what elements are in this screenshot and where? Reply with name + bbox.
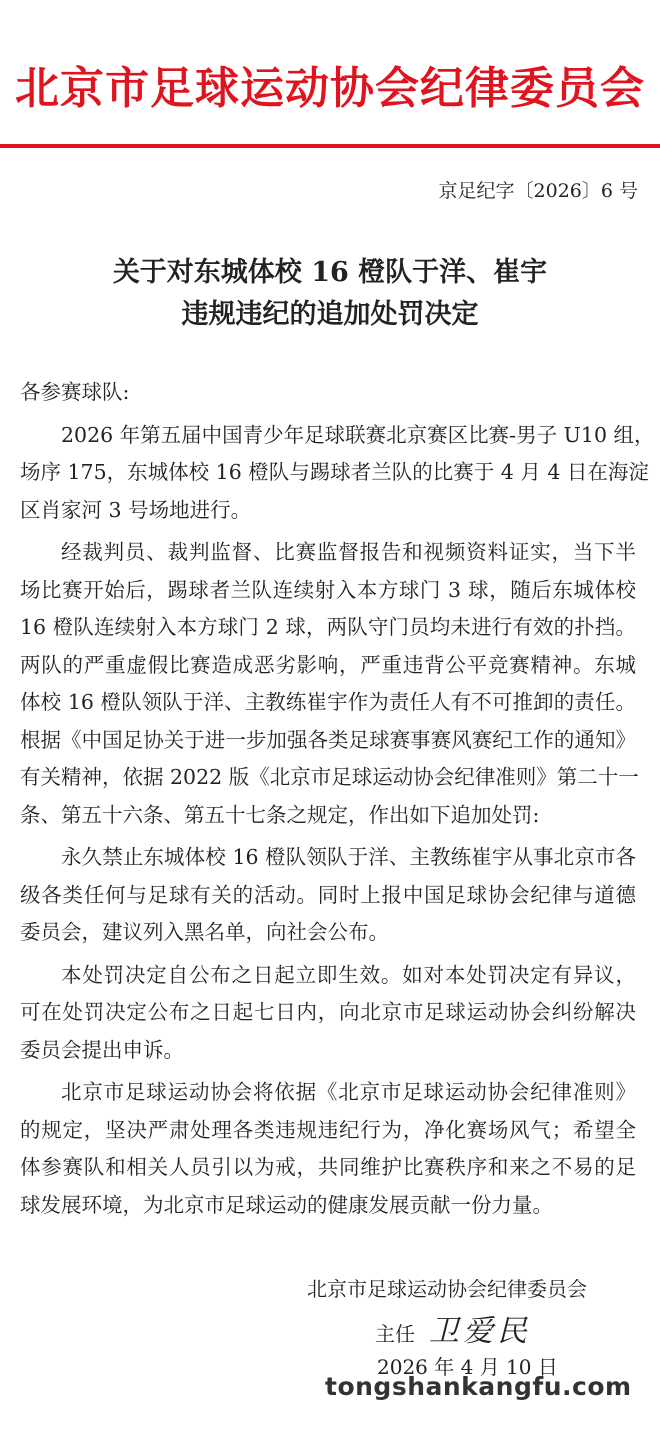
paragraph-line: 永久禁止东城体校 16 橙队领队于洋、主教练崔宇从事北京市各 [61,845,636,869]
paragraph [20,839,636,952]
document-body [20,374,655,1229]
organization-header: 北京市足球运动协会纪律委员会 [15,63,645,114]
paragraph-line: 两队的严重虚假比赛造成恶劣影响，严重违背公平竞赛精神。东城 [20,652,636,677]
paragraph-line: 球发展环境，为北京市足球运动的健康发展贡献一份力量。 [20,1192,553,1217]
footer-date: 2026 年 4 月 10 日 [377,1355,558,1379]
paragraph-line: 体校 16 橙队领队于洋、主教练崔宇作为责任人有不可推卸的责任。 [20,690,636,714]
paragraph [20,1074,636,1224]
paragraph-line: 委员会，建议列入黑名单，向社会公布。 [20,920,389,944]
paragraph-line: 条、第五十六条、第五十七条之规定，作出如下追加处罚: [20,802,540,827]
document-title [0,252,660,336]
paragraph [20,417,655,530]
paragraph-line: 本处罚决定自公布之日起立即生效。如对本处罚决定有异议， [61,962,636,987]
paragraph-line: 的规定，坚决严肃处理各类违规违纪行为，净化赛场风气；希望全 [20,1117,636,1142]
paragraph-line: 级各类任何与足球有关的活动。同时上报中国足球协会纪律与道德 [20,882,636,907]
paragraph-line: 场序 175，东城体校 16 橙队与踢球者兰队的比赛于 4 月 4 日在海淀 [20,460,649,484]
header-divider [0,144,660,148]
paragraph-line: 根据《中国足协关于进一步加强各类足球赛事赛风赛纪工作的通知》 [20,727,636,752]
paragraph-line: 可在处罚决定公布之日起七日内，向北京市足球运动协会纠纷解决 [20,1000,636,1024]
paragraph [20,534,639,834]
paragraph-line: 区肖家河 3 号场地进行。 [20,497,252,522]
footer-organization: 北京市足球运动协会纪律委员会 [307,1277,587,1301]
signer-role: 主任 [375,1322,415,1346]
title-line-1: 关于对东城体校 16 橙队于洋、崔宇 [112,257,548,288]
title-line-2: 违规违纪的追加处罚决定 [181,299,479,330]
footer-signer [0,1306,660,1350]
paragraph-line: 场比赛开始后，踢球者兰队连续射入本方球门 3 球，随后东城体校 [20,577,636,602]
paragraph-line: 16 橙队连续射入本方球门 2 球，两队守门员均未进行有效的扑挡。 [20,615,636,639]
handwritten-signature: 卫爱民 [429,1314,531,1349]
paragraph-line: 体参赛队和相关人员引以为戒，共同维护比赛秩序和来之不易的足 [20,1155,636,1179]
paragraph-line: 2026 年第五届中国青少年足球联赛北京赛区比赛-男子 U10 组， [61,422,655,447]
paragraph-line: 北京市足球运动协会将依据《北京市足球运动协会纪律准则》 [61,1080,636,1104]
paragraph [20,957,636,1070]
document-number: 京足纪字〔2026〕6 号 [438,180,638,202]
paragraph-line: 有关精神，依据 2022 版《北京市足球运动协会纪律准则》第二十一 [20,765,639,789]
paragraph-line: 经裁判员、裁判监督、比赛监督报告和视频资料证实，当下半 [61,540,636,564]
salutation: 各参赛球队: [20,380,130,404]
paragraph-line: 委员会提出申诉。 [20,1037,184,1062]
watermark: tongshankangfu.com [325,1372,632,1401]
